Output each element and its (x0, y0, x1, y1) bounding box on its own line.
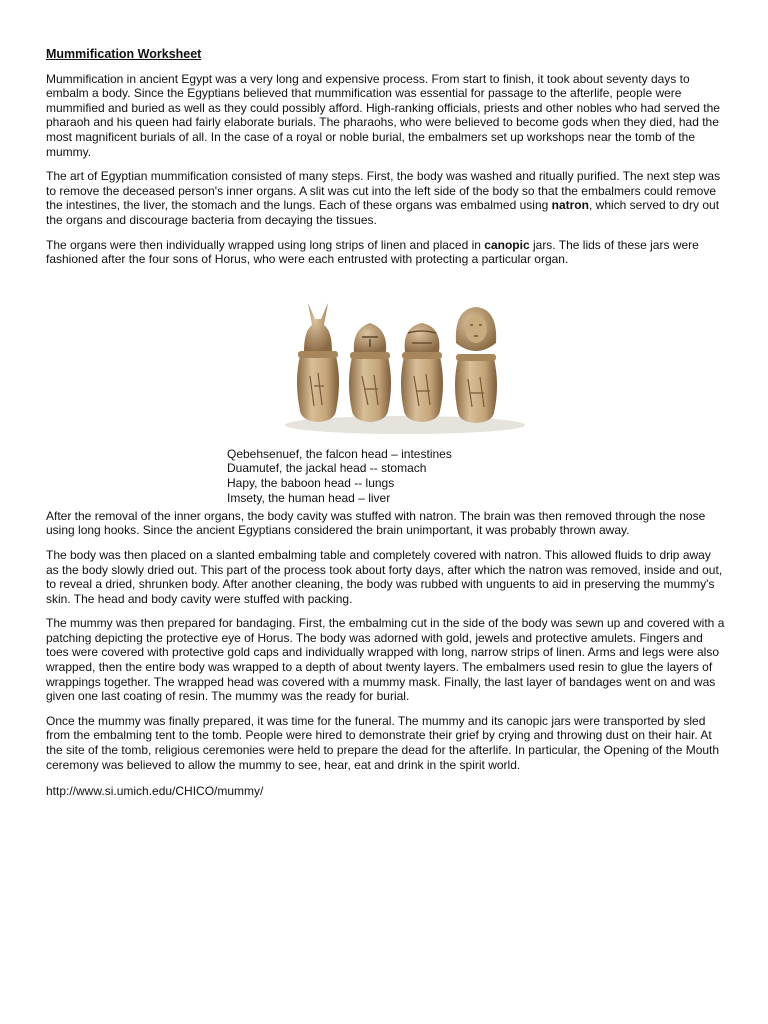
paragraph-organs-text-b: jars. The lids of these jars were fashioned after the four sons of Horus, who were each entrusted with protecting a particular organ. (46, 237, 699, 267)
caption-baboon: Hapy, the baboon head -- lungs (227, 475, 395, 490)
canopic-jars-figure (46, 301, 726, 505)
falcon-head-jar (349, 323, 391, 422)
worksheet-page (46, 47, 726, 809)
source-link[interactable]: http://www.si.umich.edu/CHICO/mummy/ (46, 784, 264, 799)
paragraph-steps-text-b: , which served to dry out the organs and discourage bacteria from decaying the tissues. (46, 198, 720, 227)
paragraph-organs (46, 238, 726, 267)
paragraph-steps-text-a: The art of Egyptian mummification consisted of many steps. First, the body was washed and ritually purified. The next step was to remove the deceased person's inner organs. A slit was cut into the left side of the body so that the embalmers could remove the intestines, the liver, the stomach and the lungs. Each of these organs was embalmed using (46, 169, 721, 213)
paragraph-drying: The body was then placed on a slanted embalming table and completely covered with natron. This allowed fluids to drip away as the body slowly dried out. This part of the process took about forty days, after which the natron was removed, inside and out, to reveal a dried, shrunken body. After another cleaning, the body was rubbed with unguents to aid in preserving the mummy's skin. The head and body cavity were stuffed with packing. (46, 547, 723, 606)
paragraph-intro: Mummification in ancient Egypt was a very long and expensive process. From start to finish, it took about seventy days to embalm a body. Since the Egyptians believed that mummification was essential for passage to the afterlife, people were mummified and buried as well as they could possibly afford. High-ranking officials, priests and other nobles who had served the pharaoh and his queen had fairly elaborate burials. The pharaohs, who were believed to become gods when they died, had the most magnificent burials of all. In the case of a royal or noble burial, the embalmers set up workshops near the tomb of the mummy. (46, 71, 720, 159)
human-head-jar (455, 307, 497, 423)
baboon-head-jar (401, 323, 443, 422)
caption-human: Imsety, the human head – liver (227, 490, 391, 505)
keyword-canopic: canopic (484, 237, 530, 252)
paragraph-bandaging: The mummy was then prepared for bandaging. First, the embalming cut in the side of the body was sewn up and covered with a patching depicting the protective eye of Horus. The body was adorned with gold, jewels and protective amulets. Fingers and toes were covered with protective gold caps and individually wrapped with long, narrow strips of linen. Arms and legs were also wrapped, then the entire body was wrapped to a depth of about twenty layers. The embalmers used resin to glue the layers of wrappings together. The wrapped head was covered with a mummy mask. Finally, the last layer of bandages went on and was given one last coating of resin. The mummy was the ready for burial. (46, 616, 725, 704)
caption-falcon: Qebehsenuef, the falcon head – intestines (227, 446, 452, 461)
caption-jackal: Duamutef, the jackal head -- stomach (227, 461, 427, 476)
jackal-head-jar (297, 303, 339, 422)
keyword-natron: natron (551, 198, 589, 213)
paragraph-organs-text-a: The organs were then individually wrapped using long strips of linen and placed in (46, 237, 485, 252)
jar-captions (227, 447, 452, 505)
paragraph-brain: After the removal of the inner organs, the body cavity was stuffed with natron. The brain was then removed through the nose using long hooks. Since the ancient Egyptians considered the brain unimportant, it was probably thrown away. (46, 508, 706, 538)
paragraph-steps (46, 169, 726, 227)
paragraph-funeral: Once the mummy was finally prepared, it was time for the funeral. The mummy and its canopic jars were transported by sled from the embalming tent to the tomb. People were hired to demonstrate their grief by crying and throwing dust on their hair. At the site of the tomb, religious ceremonies were held to prepare the dead for the afterlife. In particular, the Opening of the Mouth ceremony was believed to allow the mummy to see, hear, eat and drink in the spirit world. (46, 713, 720, 772)
page-title: Mummification Worksheet (46, 47, 202, 61)
canopic-jars-image (284, 301, 526, 436)
